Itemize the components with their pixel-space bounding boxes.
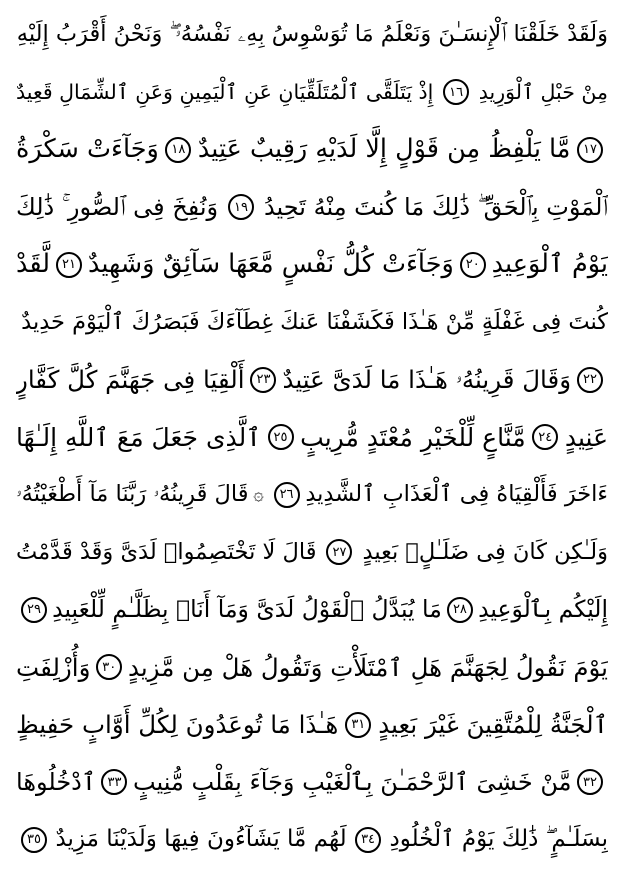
verse-text: إِلَيْكُم بِٱلْوَعِيدِ [478,595,608,623]
ayah-number-marker: ٢٦ [274,482,300,508]
verse-line [16,811,608,869]
ayah-number-marker: ٢٢ [577,367,603,393]
ayah-number-marker: ٣٠ [96,654,122,680]
verse-line [16,179,608,237]
ayah-number-marker: ٣٢ [577,769,603,795]
ayah-number-marker: ١٨ [165,137,191,163]
verse-text: أَلْقِيَا فِى جَهَنَّمَ كُلَّ كَفَّارٍ [16,365,245,394]
verse-text: عَنِيدٍ [564,422,608,452]
verse-text: ٱلْمَوْتِ بِٱلْحَقِّ ۖ ذَٰلِكَ مَا كُنتَ مِنْهُ تَحِيدُ [263,192,608,221]
verse-line [16,351,608,409]
verse-text: كُنتَ فِى غَفْلَةٍ مِّنْ هَـٰذَا فَكَشَفْنَا عَنكَ غِطَآءَكَ فَبَصَرُكَ ٱلْيَوْمَ حَدِيدٌ [21,308,608,335]
verse-line [16,121,608,179]
verse-text: يَوْمُ ٱلْوَعِيدِ [491,249,608,279]
verse-text: مَّنْ خَشِىَ ٱلرَّحْمَـٰنَ بِٱلْغَيْبِ وَجَآءَ بِقَلْبٍ مُّنِيبٍ [132,767,572,796]
verse-text: لَّقَدْ [16,249,51,279]
verse-text: وَلَـٰكِن كَانَ فِى ضَلَـٰلٍۭ بَعِيدٍ [362,538,608,565]
verse-text: وَقَالَ قَرِينُهُۥ هَـٰذَا مَا لَدَىَّ عَتِيدٌ [282,365,572,394]
verse-text: قَالَ لَا تَخْتَصِمُوا۟ لَدَىَّ وَقَدْ قَدَّمْتُ [16,538,317,565]
verse-line [16,236,608,294]
verse-line [16,294,608,352]
ayah-number-marker: ١٦ [443,79,469,105]
verse-line [16,409,608,467]
verse-text: قَالَ قَرِينُهُۥ رَبَّنَا مَآ أَطْغَيْتُهُۥ [16,481,249,507]
verse-text: بِسَلَـٰمٍ ۖ ذَٰلِكَ يَوْمُ ٱلْخُلُودِ [389,826,608,852]
ayah-number-marker: ٢٩ [21,597,47,623]
ayah-number-marker: ٣٤ [355,827,381,853]
verse-text: مَّنَّاعٍ لِّلْخَيْرِ مُعْتَدٍ مُّرِيبٍ [300,422,526,452]
hizb-mark-icon: ۞ [253,483,264,505]
ayah-number-marker: ٢٥ [268,424,294,450]
verse-line [16,466,608,524]
verse-text: مَا يُبَدَّلُ ٱلْقَوْلُ لَدَىَّ وَمَآ أَنَا۠ بِظَلَّـٰمٍ لِّلْعَبِيدِ [52,595,442,623]
verse-text: وَجَآءَتْ سَكْرَةُ [16,134,159,164]
verse-line [16,524,608,582]
verse-line [16,639,608,697]
ayah-number-marker: ٢٠ [460,252,486,278]
ayah-number-marker: ٣١ [345,712,371,738]
verse-text: لَهُم مَّا يَشَآءُونَ فِيهَا وَلَدَيْنَا مَزِيدٌ [55,826,347,852]
verse-line [16,581,608,639]
verse-text: وَجَآءَتْ كُلُّ نَفْسٍ مَّعَهَا سَآئِقٌ وَشَهِيدٌ [87,249,454,279]
verse-text: هَـٰذَا مَا تُوعَدُونَ لِكُلِّ أَوَّابٍ حَفِيظٍ [16,710,339,739]
verse-line [16,64,608,122]
verse-text: وَنُفِخَ فِى ٱلصُّورِ ۚ ذَٰلِكَ [16,192,219,221]
verse-text: يَوْمَ نَقُولُ لِجَهَنَّمَ هَلِ ٱمْتَلَأْتِ وَتَقُولُ هَلْ مِن مَّزِيدٍ [128,652,608,682]
verse-text: ٱدْخُلُوهَا [16,767,96,796]
verse-text: إِذْ يَتَلَقَّى ٱلْمُتَلَقِّيَانِ عَنِ ٱلْيَمِينِ وَعَنِ ٱلشِّمَالِ قَعِيدٌ [16,79,434,104]
ayah-number-marker: ٢٣ [250,367,276,393]
ayah-number-marker: ٣٥ [21,827,47,853]
ayah-number-marker: ٢١ [56,252,82,278]
ayah-number-marker: ٢٤ [532,424,558,450]
ayah-number-marker: ٣٣ [101,769,127,795]
verse-text: ٱلَّذِى جَعَلَ مَعَ ٱللَّهِ إِلَـٰهًا [16,422,261,452]
verse-text: مَّا يَلْفِظُ مِن قَوْلٍ إِلَّا لَدَيْهِ رَقِيبٌ عَتِيدٌ [197,134,571,164]
verse-line [16,754,608,812]
verse-line [16,696,608,754]
verse-text: ءَاخَرَ فَأَلْقِيَاهُ فِى ٱلْعَذَابِ ٱلشَّدِيدِ [305,481,608,507]
ayah-number-marker: ١٩ [228,194,254,220]
ayah-number-marker: ٢٧ [326,539,352,565]
ayah-number-marker: ٢٨ [447,597,473,623]
verse-text: وَأُزْلِفَتِ [16,652,91,682]
ayah-number-marker: ١٧ [577,137,603,163]
verse-text: ٱلْجَنَّةُ لِلْمُتَّقِينَ غَيْرَ بَعِيدٍ [378,710,608,739]
verse-text: مِنْ حَبْلِ ٱلْوَرِيدِ [478,79,608,104]
verse-line [16,6,608,64]
verse-text: وَلَقَدْ خَلَقْنَا ٱلْإِنسَـٰنَ وَنَعْلَمُ مَا تُوَسْوِسُ بِهِۦ نَفْسُهُۥ ۖ وَنَحْنُ أَقْرَبُ إِلَيْهِ [16,21,608,47]
